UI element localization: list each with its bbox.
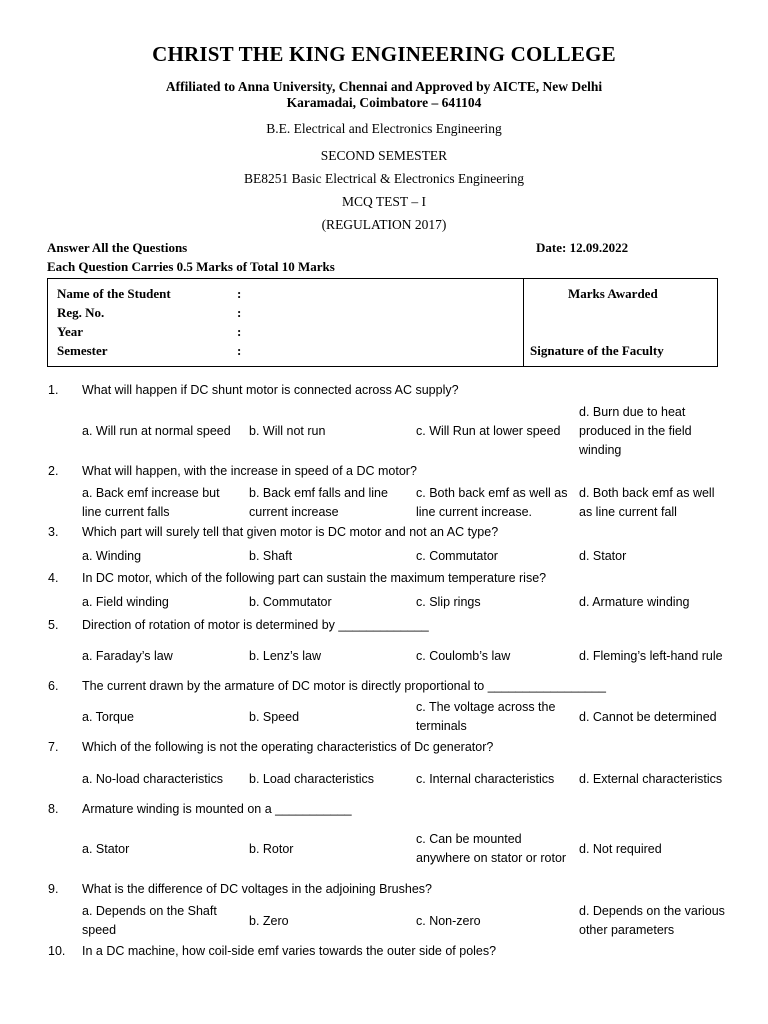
option-a: a. No-load characteristics	[82, 771, 224, 786]
reg-no-colon: :	[237, 305, 242, 320]
option-c: c. Slip rings	[416, 594, 481, 609]
question-text: Which part will surely tell that given motor is DC motor and not an AC type?	[82, 525, 499, 539]
exam-date: Date: 12.09.2022	[536, 240, 629, 255]
option-a: a. Torque	[82, 709, 134, 724]
option-a: a. Faraday’s law	[82, 648, 173, 663]
marks-instruction: Each Question Carries 0.5 Marks of Total 10 Marks	[47, 259, 335, 274]
option-a: a. Will run at normal speed	[82, 424, 231, 438]
option-d: d. Armature winding	[579, 594, 690, 609]
student-name-label: Name of the Student	[57, 286, 171, 301]
semester-heading: SECOND SEMESTER	[320, 148, 448, 163]
question-number: 2.	[48, 464, 59, 478]
option-d: d. Burn due to heat produced in the field winding	[579, 405, 692, 457]
faculty-signature-label: Signature of the Faculty	[530, 343, 664, 358]
option-b: b. Shaft	[249, 548, 293, 563]
semester-label: Semester	[57, 343, 108, 358]
semester-colon: :	[237, 343, 242, 358]
year-colon: :	[237, 324, 242, 339]
option-b: b. Rotor	[249, 841, 294, 856]
option-c: c. Will Run at lower speed	[416, 424, 561, 438]
option-c: c. Can be mounted anywhere on stator or rotor	[416, 832, 567, 865]
answer-all-instruction: Answer All the Questions	[47, 240, 188, 255]
affiliation-line-2: Karamadai, Coimbatore – 641104	[286, 95, 482, 110]
option-c: c. Non-zero	[416, 913, 481, 928]
option-b: b. Zero	[249, 913, 289, 928]
college-title: CHRIST THE KING ENGINEERING COLLEGE	[152, 42, 616, 66]
question-text: What will happen, with the increase in speed of a DC motor?	[82, 464, 417, 478]
question-number: 6.	[48, 679, 59, 693]
student-name-colon: :	[237, 286, 242, 301]
option-a: a. Field winding	[82, 594, 169, 609]
info-box-divider	[523, 279, 524, 366]
course-name: BE8251 Basic Electrical & Electronics Engineering	[243, 171, 525, 186]
question-number: 10.	[48, 944, 66, 958]
option-c: c. The voltage across the terminals	[416, 700, 556, 733]
student-info-box	[47, 278, 718, 367]
test-name: MCQ TEST – I	[342, 194, 426, 209]
option-d: d. Cannot be determined	[579, 709, 717, 724]
option-a: a. Back emf increase but line current falls	[82, 486, 220, 519]
option-c: c. Coulomb’s law	[416, 648, 511, 663]
affiliation-line-1: Affiliated to Anna University, Chennai and Approved by AICTE, New Delhi	[165, 79, 603, 94]
question-text: In DC motor, which of the following part can sustain the maximum temperature rise?	[82, 571, 547, 585]
question-text: Which of the following is not the operating characteristics of Dc generator?	[82, 740, 494, 754]
option-b: b. Lenz’s law	[249, 648, 322, 663]
question-text: What will happen if DC shunt motor is connected across AC supply?	[82, 383, 459, 397]
question-number: 4.	[48, 571, 59, 585]
question-number: 1.	[48, 383, 59, 397]
option-d: d. Fleming’s left-hand rule	[579, 648, 723, 663]
marks-awarded-label: Marks Awarded	[568, 286, 658, 301]
option-d: d. Both back emf as well as line current fall	[579, 486, 715, 519]
option-d: d. External characteristics	[579, 771, 723, 786]
option-b: b. Speed	[249, 709, 300, 724]
department: B.E. Electrical and Electronics Engineering	[266, 121, 502, 136]
option-a: a. Winding	[82, 548, 142, 563]
question-text: What is the difference of DC voltages in the adjoining Brushes?	[82, 882, 432, 896]
option-c: c. Commutator	[416, 548, 498, 563]
option-b: b. Back emf falls and line current increase	[249, 486, 388, 519]
option-d: d. Depends on the various other parameters	[579, 904, 725, 937]
option-a: a. Depends on the Shaft speed	[82, 904, 217, 937]
question-number: 7.	[48, 740, 59, 754]
year-label: Year	[57, 324, 83, 339]
option-d: d. Not required	[579, 841, 662, 856]
option-d: d. Stator	[579, 548, 627, 563]
question-text: In a DC machine, how coil-side emf varies towards the outer side of poles?	[82, 944, 497, 958]
option-b: b. Load characteristics	[249, 771, 375, 786]
option-b: b. Commutator	[249, 594, 332, 609]
reg-no-label: Reg. No.	[57, 305, 105, 320]
option-c: c. Both back emf as well as line current increase.	[416, 486, 568, 519]
question-number: 9.	[48, 882, 59, 896]
question-number: 8.	[48, 802, 59, 816]
option-b: b. Will not run	[249, 424, 326, 438]
question-text: Direction of rotation of motor is determined by _____________	[82, 618, 429, 632]
regulation: (REGULATION 2017)	[321, 217, 447, 232]
option-c: c. Internal characteristics	[416, 771, 555, 786]
option-a: a. Stator	[82, 841, 130, 856]
question-number: 5.	[48, 618, 59, 632]
question-text: Armature winding is mounted on a ___________	[82, 802, 352, 816]
question-number: 3.	[48, 525, 59, 539]
question-text: The current drawn by the armature of DC motor is directly proportional to _________________	[82, 679, 606, 693]
